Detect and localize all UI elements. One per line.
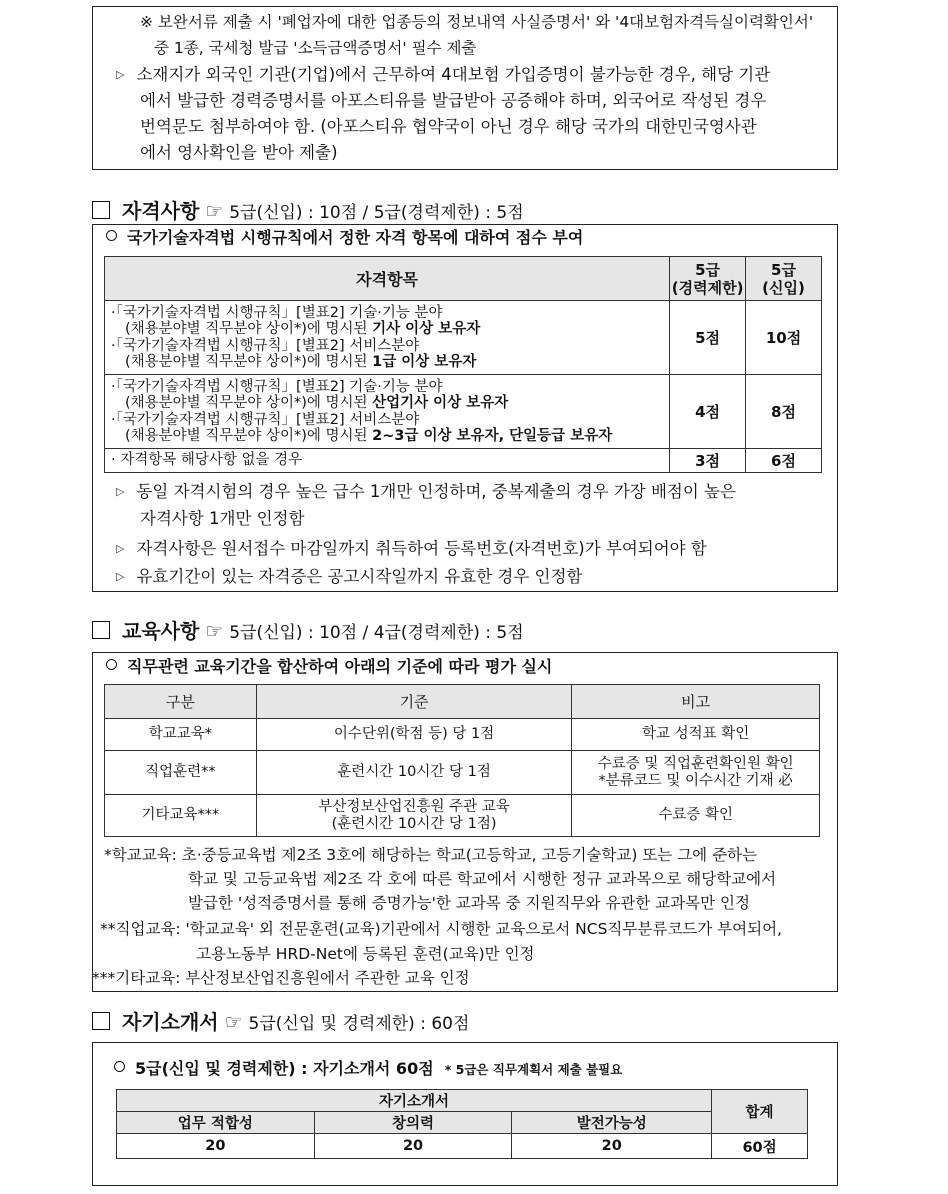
education-intro: 직무관련 교육기간을 합산하여 아래의 기준에 따라 평가 실시	[106, 655, 552, 679]
education-type: 기타교육***	[105, 795, 257, 837]
table-row	[105, 449, 822, 473]
self-intro-heading: 자기소개서 ☞ 5급(신입 및 경력제한) : 60점	[92, 1006, 469, 1035]
qualification-note-cont: 자격사항 1개만 인정함	[140, 509, 305, 528]
new-points: 6점	[746, 449, 822, 473]
checkbox-square-icon	[92, 201, 110, 219]
qualification-row-desc: ·「국가기술자격법 시행규칙」[별표2] 기술·기능 분야 (채용분야별 직무분야 상이*)에 명시된 산업기사 이상 보유자 ·「국가기술자격법 시행규칙」[별표2] 서비스분야 (채용분야별 직무분야 상이*)에 명시된 2~3급 이상 보유자, 단일등급 보유자	[105, 375, 670, 449]
qualification-table	[104, 256, 822, 473]
score-creativity: 20	[314, 1134, 512, 1159]
pointing-hand-icon: ☞	[224, 1010, 243, 1034]
col-header-new: 5급 (신입)	[746, 257, 822, 301]
top-notice-bullet-cont: 에서 발급한 경력증명서를 아포스티유를 발급받아 공증해야 하며, 외국어로 작성된 경우	[140, 91, 767, 110]
education-footnote: *학교교육: 초·중등교육법 제2조 3호에 해당하는 학교(고등학교, 고등기술학교) 또는 그에 준하는	[104, 846, 757, 864]
education-type: 학교교육*	[105, 719, 257, 751]
career-points: 3점	[670, 449, 746, 473]
triangle-bullet-icon: ▷	[116, 542, 125, 555]
education-heading: 교육사항 ☞ 5급(신입) : 10점 / 4급(경력제한) : 5점	[92, 615, 524, 644]
qualification-note: ▷ 동일 자격시험의 경우 높은 급수 1개만 인정하며, 중복제출의 경우 가장 배점이 높은	[116, 480, 736, 504]
score-fit: 20	[117, 1134, 315, 1159]
education-footnote-cont: 고용노동부 HRD-Net에 등록된 훈련(교육)만 인정	[196, 945, 535, 963]
education-note: 학교 성적표 확인	[572, 719, 820, 751]
col-header-item: 자격항목	[105, 257, 670, 301]
triangle-bullet-icon: ▷	[116, 68, 125, 81]
education-footnote: **직업교육: '학교교육' 외 전문훈련(교육)기관에서 시행한 교육으로서 NCS직무분류코드가 부여되어,	[100, 920, 782, 938]
education-criteria: 부산정보산업진흥원 주관 교육 (훈련시간 10시간 당 1점)	[256, 795, 572, 837]
checkbox-square-icon	[92, 1012, 110, 1030]
qualification-row-desc: ·「국가기술자격법 시행규칙」[별표2] 기술·기능 분야 (채용분야별 직무분야 상이*)에 명시된 기사 이상 보유자 ·「국가기술자격법 시행규칙」[별표2] 서비스분야 (채용분야별 직무분야 상이*)에 명시된 1급 이상 보유자	[105, 301, 670, 375]
education-footnote-cont: 학교 및 고등교육법 제2조 각 호에 따른 학교에서 시행한 정규 교과목으로 해당학교에서	[188, 870, 777, 888]
table-row	[105, 375, 822, 449]
table-row	[105, 795, 820, 837]
education-criteria: 훈련시간 10시간 당 1점	[256, 751, 572, 795]
col-header-total: 합계	[712, 1090, 808, 1134]
circle-bullet-icon	[106, 230, 117, 241]
triangle-bullet-icon: ▷	[116, 570, 125, 583]
qualification-intro: 국가기술자격법 시행규칙에서 정한 자격 항목에 대하여 점수 부여	[106, 226, 583, 250]
education-type: 직업훈련**	[105, 751, 257, 795]
score-total: 60점	[712, 1134, 808, 1159]
education-note: 수료증 확인	[572, 795, 820, 837]
pointing-hand-icon: ☞	[205, 619, 224, 643]
col-header-fit: 업무 적합성	[117, 1112, 315, 1134]
top-notice-bullet-cont: 에서 영사확인을 받아 제출)	[140, 143, 338, 162]
top-notice-line1: ※ 보완서류 제출 시 '폐업자에 대한 업종등의 정보내역 사실증명서' 와 '4대보험자격득실이력확인서'	[140, 13, 814, 31]
career-points: 5점	[670, 301, 746, 375]
pointing-hand-icon: ☞	[205, 199, 224, 223]
top-notice-bullet: ▷ 소재지가 외국인 기관(기업)에서 근무하여 4대보험 가입증명이 불가능한 경우, 해당 기관	[116, 63, 770, 87]
qualification-note: ▷ 자격사항은 원서접수 마감일까지 취득하여 등록번호(자격번호)가 부여되어야 함	[116, 537, 707, 561]
qualification-heading: 자격사항 ☞ 5급(신입) : 10점 / 5급(경력제한) : 5점	[92, 195, 524, 224]
col-header-note: 비고	[572, 685, 820, 719]
table-row	[117, 1134, 808, 1159]
top-notice-bullet-cont: 번역문도 첨부하여야 함. (아포스티유 협약국이 아닌 경우 해당 국가의 대한민국영사관	[140, 117, 757, 136]
col-header-growth: 발전가능성	[512, 1112, 712, 1134]
top-notice-line2: 중 1종, 국세청 발급 '소득금액증명서' 필수 제출	[154, 39, 477, 57]
score-growth: 20	[512, 1134, 712, 1159]
triangle-bullet-icon: ▷	[116, 485, 125, 498]
qualification-row-desc: · 자격항목 해당사항 없을 경우	[105, 449, 670, 473]
circle-bullet-icon	[114, 1061, 125, 1072]
col-header-group: 자기소개서	[117, 1090, 712, 1112]
table-row	[105, 719, 820, 751]
career-points: 4점	[670, 375, 746, 449]
col-header-type: 구분	[105, 685, 257, 719]
checkbox-square-icon	[92, 621, 110, 639]
new-points: 10점	[746, 301, 822, 375]
education-note: 수료증 및 직업훈련확인원 확인 *분류코드 및 이수시간 기재 必	[572, 751, 820, 795]
education-footnote-cont: 발급한 '성적증명서를 통해 증명가능'한 교과목 중 지원직무와 유관한 교과목만 인정	[188, 894, 750, 912]
education-footnote: ***기타교육: 부산정보산업진흥원에서 주관한 교육 인정	[92, 969, 470, 987]
self-intro-intro: 5급(신입 및 경력제한) : 자기소개서 60점 * 5급은 직무계획서 제출 불필요	[114, 1057, 622, 1082]
new-points: 8점	[746, 375, 822, 449]
col-header-creativity: 창의력	[314, 1112, 512, 1134]
self-intro-table	[116, 1089, 808, 1159]
table-row	[105, 301, 822, 375]
col-header-criteria: 기준	[256, 685, 572, 719]
education-table	[104, 684, 820, 837]
circle-bullet-icon	[106, 659, 117, 670]
table-row	[105, 751, 820, 795]
education-criteria: 이수단위(학점 등) 당 1점	[256, 719, 572, 751]
qualification-note: ▷ 유효기간이 있는 자격증은 공고시작일까지 유효한 경우 인정함	[116, 565, 582, 589]
col-header-career: 5급 (경력제한)	[670, 257, 746, 301]
